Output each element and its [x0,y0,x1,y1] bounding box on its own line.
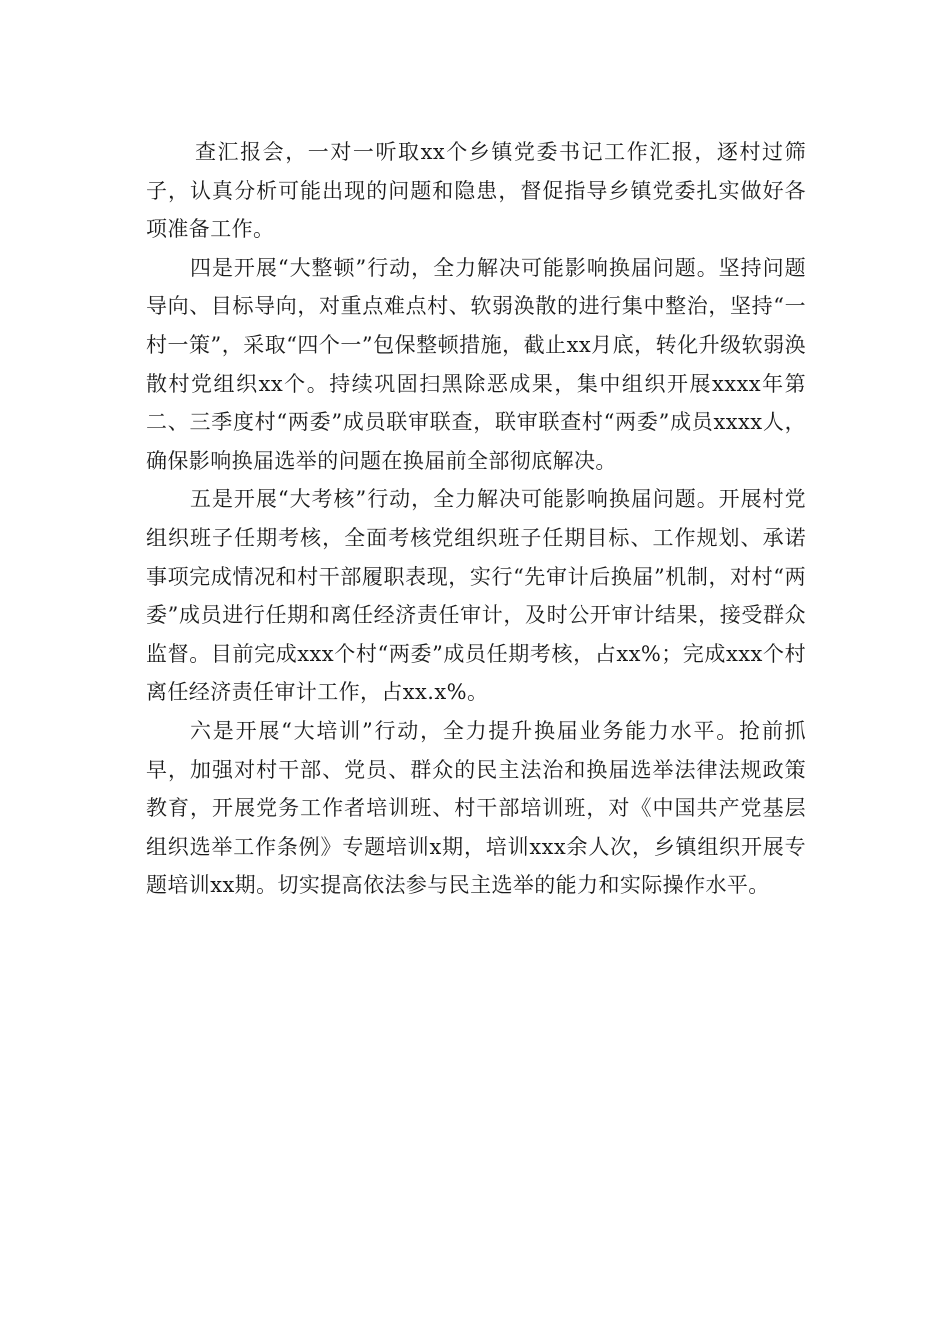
paragraph-continued-report-meeting: 查汇报会，一对一听取xx个乡镇党委书记工作汇报，逐村过筛子，认真分析可能出现的问题和隐患，督促指导乡镇党委扎实做好各项准备工作。 [146,140,806,242]
paragraph-assessment-action: 五是开展“大考核”行动，全力解决可能影响换届问题。开展村党组织班子任期考核，全面考核党组织班子任期目标、工作规划、承诺事项完成情况和村干部履职表现，实行“先审计后换届”机制，对村“两委”成员进行任期和离任经济责任审计，及时公开审计结果，接受群众监督。目前完成xxx个村“两委”成员任期考核，占xx%；完成xxx个村离任经济责任审计工作，占xx.x%。 [146,487,806,705]
paragraph-rectification-action: 四是开展“大整顿”行动，全力解决可能影响换届问题。坚持问题导向、目标导向，对重点难点村、软弱涣散的进行集中整治，坚持“一村一策”，采取“四个一”包保整顿措施，截止xx月底，转化升级软弱涣散村党组织xx个。持续巩固扫黑除恶成果，集中组织开展xxxx年第二、三季度村“两委”成员联审联查，联审联查村“两委”成员xxxx人，确保影响换届选举的问题在换届前全部彻底解决。 [146,255,806,473]
paragraph-training-action: 六是开展“大培训”行动，全力提升换届业务能力水平。抢前抓早，加强对村干部、党员、群众的民主法治和换届选举法律法规政策教育，开展党务工作者培训班、村干部培训班，对《中国共产党基层组织选举工作条例》专题培训x期，培训xxx余人次，乡镇组织开展专题培训xx期。切实提高依法参与民主选举的能力和实际操作水平。 [146,718,806,898]
document-body [146,133,806,905]
